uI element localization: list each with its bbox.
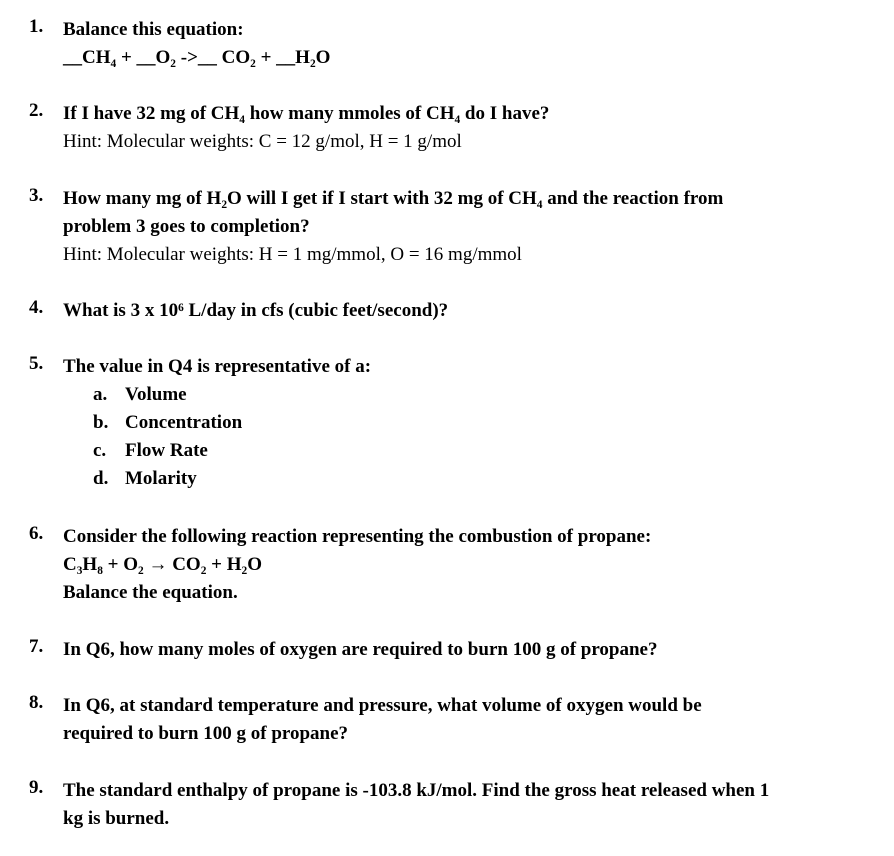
question-5 [29, 353, 874, 493]
question-number: 1. [29, 16, 44, 37]
option-b: b. Concentration [93, 412, 243, 433]
question-4 [29, 297, 874, 325]
question-text: What is 3 x 10⁶ L/day in cfs (cubic feet/second)? [63, 300, 449, 321]
question-7 [29, 636, 874, 664]
question-2 [29, 100, 874, 156]
option-a: a. Volume [93, 384, 187, 405]
hint-text: Hint: Molecular weights: C = 12 g/mol, H = 1 g/mol [63, 131, 462, 152]
question-number: 5. [29, 353, 44, 374]
question-text-cont: kg is burned. [63, 808, 170, 829]
question-text: If I have 32 mg of CH₄ how many mmoles of CH₄ do I have? [63, 103, 550, 124]
question-number: 7. [29, 636, 44, 657]
option-d: d. Molarity [93, 468, 197, 489]
question-6 [29, 523, 874, 607]
equation-text: __CH₄ + __O₂ ->__ CO₂ + __H₂O [63, 47, 331, 68]
hint-text: Hint: Molecular weights: H = 1 mg/mmol, O = 16 mg/mmol [63, 244, 522, 265]
question-number: 9. [29, 777, 44, 798]
equation-text: C₃H₈ + O₂ → CO₂ + H₂O [63, 554, 262, 575]
question-text: The value in Q4 is representative of a: [63, 356, 372, 377]
question-number: 6. [29, 523, 44, 544]
question-number: 2. [29, 100, 44, 121]
question-number: 4. [29, 297, 44, 318]
question-text: Balance this equation: [63, 19, 244, 40]
question-number: 8. [29, 692, 44, 713]
options-list [93, 381, 874, 493]
question-8 [29, 692, 874, 748]
question-text-cont: problem 3 goes to completion? [63, 216, 310, 237]
question-9 [29, 777, 874, 833]
question-text: In Q6, at standard temperature and pressure, what volume of oxygen would be [63, 695, 702, 716]
question-1 [29, 16, 874, 72]
question-text: How many mg of H₂O will I get if I start with 32 mg of CH₄ and the reaction from [63, 188, 724, 209]
question-text: Consider the following reaction representing the combustion of propane: [63, 526, 652, 547]
question-text: In Q6, how many moles of oxygen are required to burn 100 g of propane? [63, 639, 658, 660]
question-text-cont: required to burn 100 g of propane? [63, 723, 349, 744]
question-3 [29, 185, 874, 269]
question-text: The standard enthalpy of propane is -103.8 kJ/mol. Find the gross heat released when 1 [63, 780, 770, 801]
question-number: 3. [29, 185, 44, 206]
option-c: c. Flow Rate [93, 440, 208, 461]
instruction-text: Balance the equation. [63, 582, 238, 603]
